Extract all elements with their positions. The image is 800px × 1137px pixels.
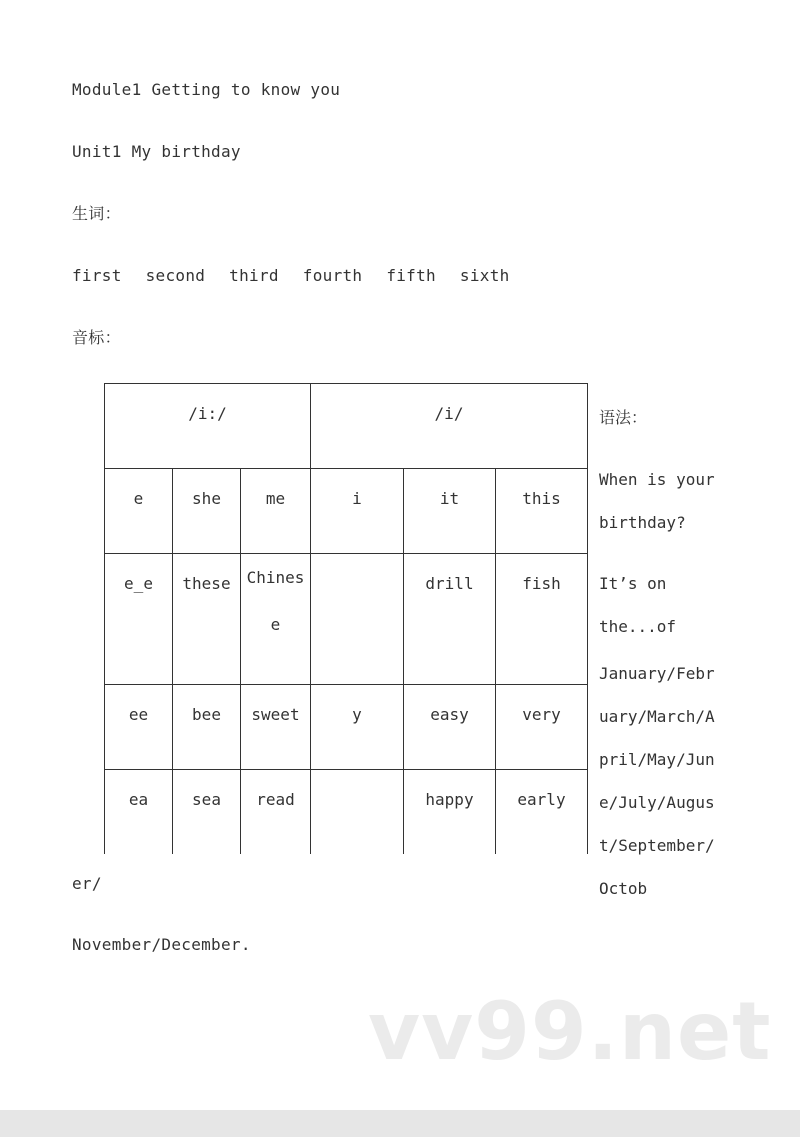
header-short-i: /i/ [311,384,588,469]
grammar-months-tail2: November/December. [72,935,251,954]
table-cell: bee [173,685,241,770]
phonetics-table [104,383,588,854]
watermark: vv99.net [368,985,772,1078]
table-cell: happy [404,770,496,854]
table-cell: drill [404,554,496,685]
vocab-heading: 生词： [72,204,121,223]
vocab-list [72,266,524,286]
table-cell: y [311,685,404,770]
table-cell [241,554,311,685]
header-long-i: /i:/ [105,384,311,469]
table-cell: ea [105,770,173,854]
table-cell [311,770,404,854]
vocab-word: third [229,266,279,285]
table-cell: e [105,469,173,554]
vocab-word: second [145,266,206,285]
table-cell: these [173,554,241,685]
table-row [105,554,588,685]
table-cell [311,554,404,685]
table-cell: sweet [241,685,311,770]
table-cell: this [496,469,588,554]
table-row [105,770,588,854]
table-row [105,685,588,770]
grammar-answer-line1: It’s on [599,574,667,593]
table-cell: read [241,770,311,854]
table-cell: ee [105,685,173,770]
table-cell: i [311,469,404,554]
vocab-word: fourth [302,266,363,285]
grammar-months: January/February/March/April/May/June/July/August/September/Octob [599,664,715,898]
table-cell: me [241,469,311,554]
grammar-heading: 语法： [599,408,648,427]
phonetics-heading: 音标： [72,328,121,347]
table-cell: fish [496,554,588,685]
vocab-word: fifth [386,266,436,285]
table-cell: she [173,469,241,554]
unit-title: Unit1 My birthday [72,142,241,161]
table-cell: it [404,469,496,554]
vocab-word: first [72,266,122,285]
table-cell: e_e [105,554,173,685]
table-cell: very [496,685,588,770]
table-row [105,469,588,554]
table-cell: sea [173,770,241,854]
table-cell: easy [404,685,496,770]
grammar-question-line1: When is your [599,470,715,489]
grammar-months-tail1: er/ [72,874,102,893]
vocab-word: sixth [459,266,510,285]
table-cell-text: Chinese [246,568,305,634]
page-gap [0,1110,800,1137]
module-title: Module1 Getting to know you [72,80,341,99]
grammar-question-line2: birthday? [599,513,686,532]
table-cell: early [496,770,588,854]
grammar-answer-line2: the...of [599,617,677,636]
table-header-row [105,384,588,469]
